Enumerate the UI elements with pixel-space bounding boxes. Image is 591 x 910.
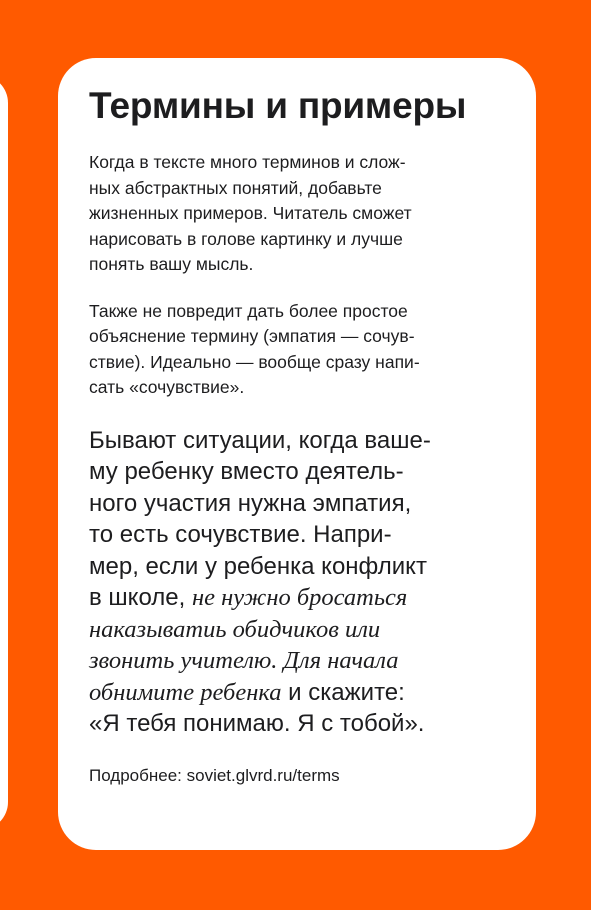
text-line: Когда в тексте много терминов и слож-: [89, 152, 406, 172]
example-italic-text: не нужно бросаться: [191, 584, 408, 611]
text-line: ствие). Идеально — вообще сразу напи-: [89, 351, 420, 372]
text-line: понять вашу мысль.: [89, 254, 254, 274]
example-regular-text: в школе,: [89, 584, 186, 611]
example-regular-text: и скажите:: [288, 678, 405, 706]
previous-card-edge: [0, 75, 8, 830]
text-line: Также не повредит дать более простое: [89, 300, 408, 321]
text-line: объяснение термину (эмпатия — сочув-: [89, 326, 415, 346]
example-line: то есть сочувствие. Напри-: [89, 521, 392, 548]
text-line: жизненных примеров. Читатель сможет: [89, 203, 412, 223]
intro-paragraph: [89, 150, 506, 278]
example-italic-line: звонить учителю. Для начала: [89, 647, 399, 674]
second-paragraph: [89, 299, 506, 401]
text-line: сать «сочувствие».: [89, 377, 245, 397]
example-line: [89, 677, 506, 709]
example-italic-text: обнимите ребенка: [89, 678, 282, 706]
text-line: нарисовать в голове картинку и лучше: [89, 228, 403, 249]
example-line: Бывают ситуации, когда ваше-: [89, 426, 431, 454]
example-italic-line: наказыватиь обидчиков или: [89, 615, 381, 643]
example-line: [89, 582, 506, 614]
tip-card: [58, 58, 536, 850]
example-line: ного участия нужна эмпатия,: [89, 489, 412, 517]
more-info-link: Подробнее: soviet.glvrd.ru/terms: [89, 765, 340, 785]
card-title: Термины и примеры: [89, 85, 467, 126]
example-text: [89, 425, 506, 740]
text-line: ных абстрактных понятий, добавьте: [89, 177, 382, 198]
example-quote-line: «Я тебя понимаю. Я с тобой».: [89, 710, 425, 737]
example-line: мер, если у ребенка конфликт: [89, 552, 427, 580]
example-line: му ребенку вместо деятель-: [89, 458, 404, 485]
